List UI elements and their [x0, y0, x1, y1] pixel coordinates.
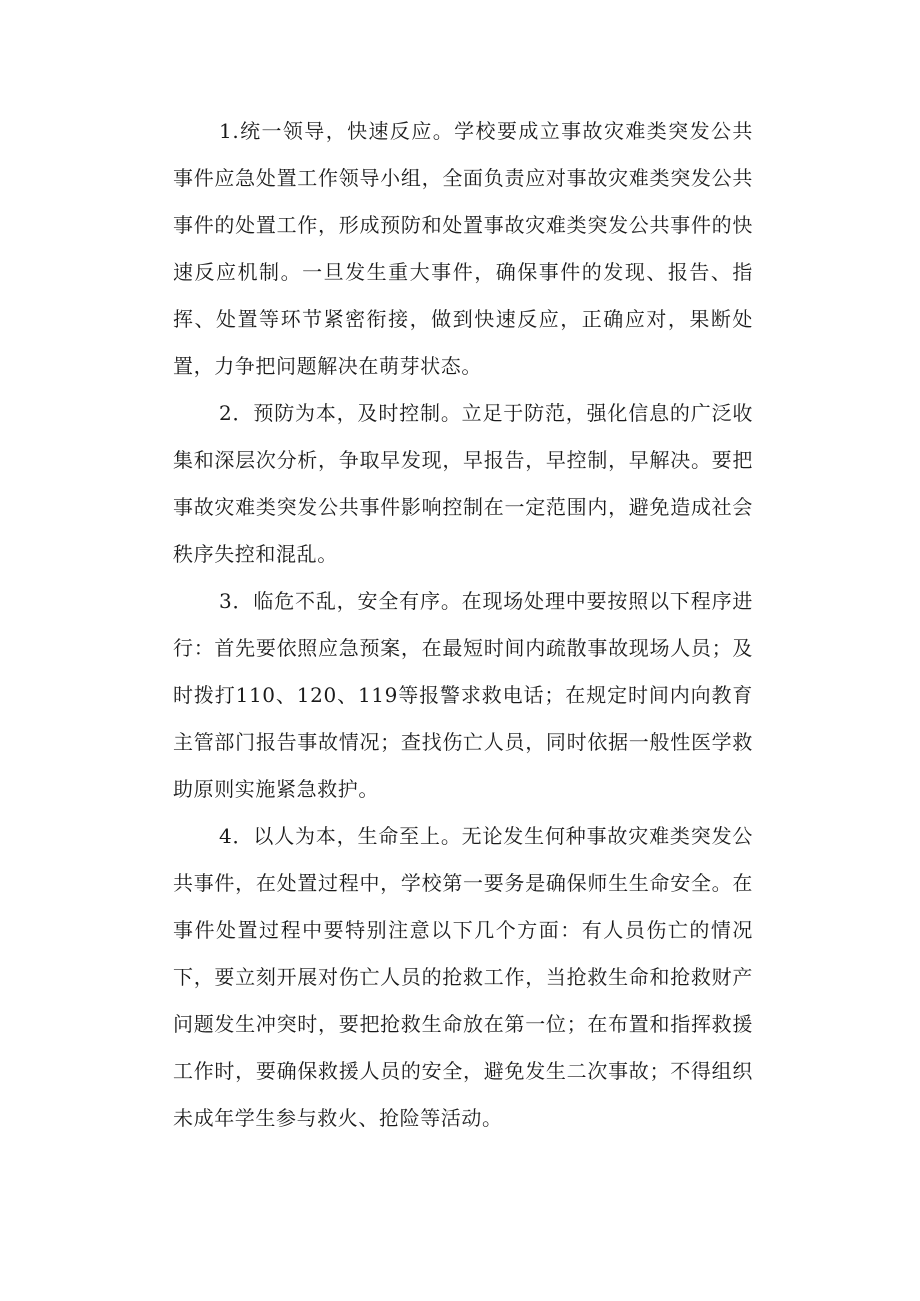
paragraph-1-unified-leadership: 1.统一领导，快速反应。学校要成立事故灾难类突发公共事件应急处置工作领导小组，全面负责应对事故灾难类突发公共事件的处置工作，形成预防和处置事故灾难类突发公共事件的快速反应机制。一旦发生重大事件，确保事件的发现、报告、指挥、处置等环节紧密衔接，做到快速反应，正确应对，果断处置，力争把问题解决在萌芽状态。 — [173, 119, 753, 378]
paragraph-3-orderly-response: 3．临危不乱，安全有序。在现场处理中要按照以下程序进行：首先要依照应急预案，在最短时间内疏散事故现场人员；及时拨打110、120、119等报警求救电话；在规定时间内向教育主管部门报告事故情况；查找伤亡人员，同时依据一般性医学救助原则实施紧急救护。 — [173, 589, 753, 801]
paragraph-2-prevention: 2．预防为本，及时控制。立足于防范，强化信息的广泛收集和深层次分析，争取早发现，早报告，早控制，早解决。要把事故灾难类突发公共事件影响控制在一定范围内，避免造成社会秩序失控和混乱。 — [173, 401, 753, 566]
paragraph-4-people-first: 4．以人为本，生命至上。无论发生何种事故灾难类突发公共事件，在处置过程中，学校第一要务是确保师生生命安全。在事件处置过程中要特别注意以下几个方面：有人员伤亡的情况下，要立刻开展对伤亡人员的抢救工作，当抢救生命和抢救财产问题发生冲突时，要把抢救生命放在第一位；在布置和指挥救援工作时，要确保救援人员的安全，避免发生二次事故；不得组织未成年学生参与救火、抢险等活动。 — [173, 824, 753, 1130]
document-body — [173, 108, 753, 1142]
